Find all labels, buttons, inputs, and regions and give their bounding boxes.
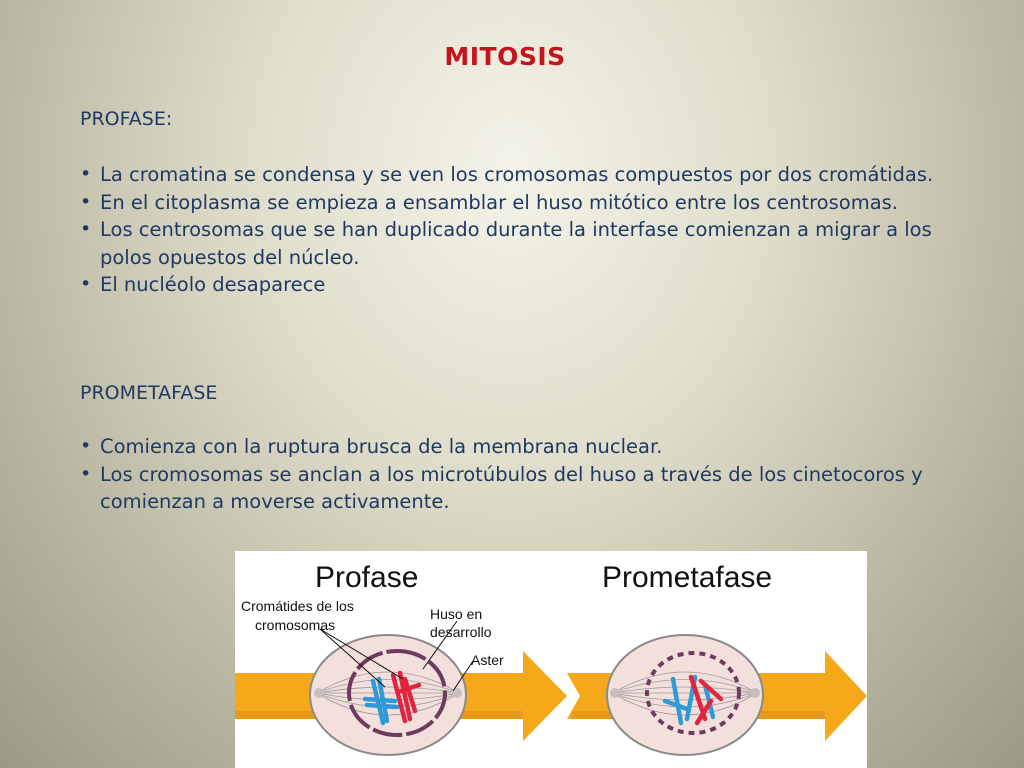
mitosis-diagram [235,551,867,768]
profase-cell [310,635,466,755]
list-item: • Los centrosomas que se han duplicado durante la interfase comienzan a migrar a los polos opuestos del núcleo. [80,218,932,269]
aster-icon [610,688,620,698]
slide-title: MITOSIS [444,42,566,71]
list-item: • El nucléolo desaparece [78,271,978,299]
list-item: • Los cromosomas se anclan a los microtúbulos del huso a través de los cinetocoros y comienzan a moverse activamente. [80,462,923,513]
bullet-icon: • [80,273,92,295]
aster-icon [314,688,324,698]
prometafase-figure-title: Prometafase [602,561,773,594]
prometafase-cell [607,635,763,755]
prometafase-bullet-list [78,433,978,516]
label-huso-line2: desarrollo [430,624,492,640]
list-item: • En el citoplasma se empieza a ensamblar el huso mitótico entre los centrosomas. [78,189,978,217]
label-aster: Aster [471,652,504,668]
profase-figure-title: Profase [315,561,419,594]
mitosis-figure [235,551,867,768]
prometafase-heading: PROMETAFASE [80,382,218,404]
bullet-icon: • [80,462,92,485]
list-item: • Comienza con la ruptura brusca de la membrana nuclear. [78,433,978,461]
list-item: • La cromatina se condensa y se ven los cromosomas compuestos por dos cromátidas. [78,161,978,189]
bullet-icon: • [80,163,92,185]
aster-icon [750,688,760,698]
bullet-icon: • [80,190,92,213]
label-huso: Huso en [430,606,483,622]
bullet-icon: • [80,435,92,457]
label-cromatides: Cromátides de los [241,598,354,614]
bullet-icon: • [80,218,92,240]
profase-heading: PROFASE: [80,108,173,130]
profase-bullet-list [78,161,978,299]
label-cromatides-line2: cromosomas [255,617,336,633]
